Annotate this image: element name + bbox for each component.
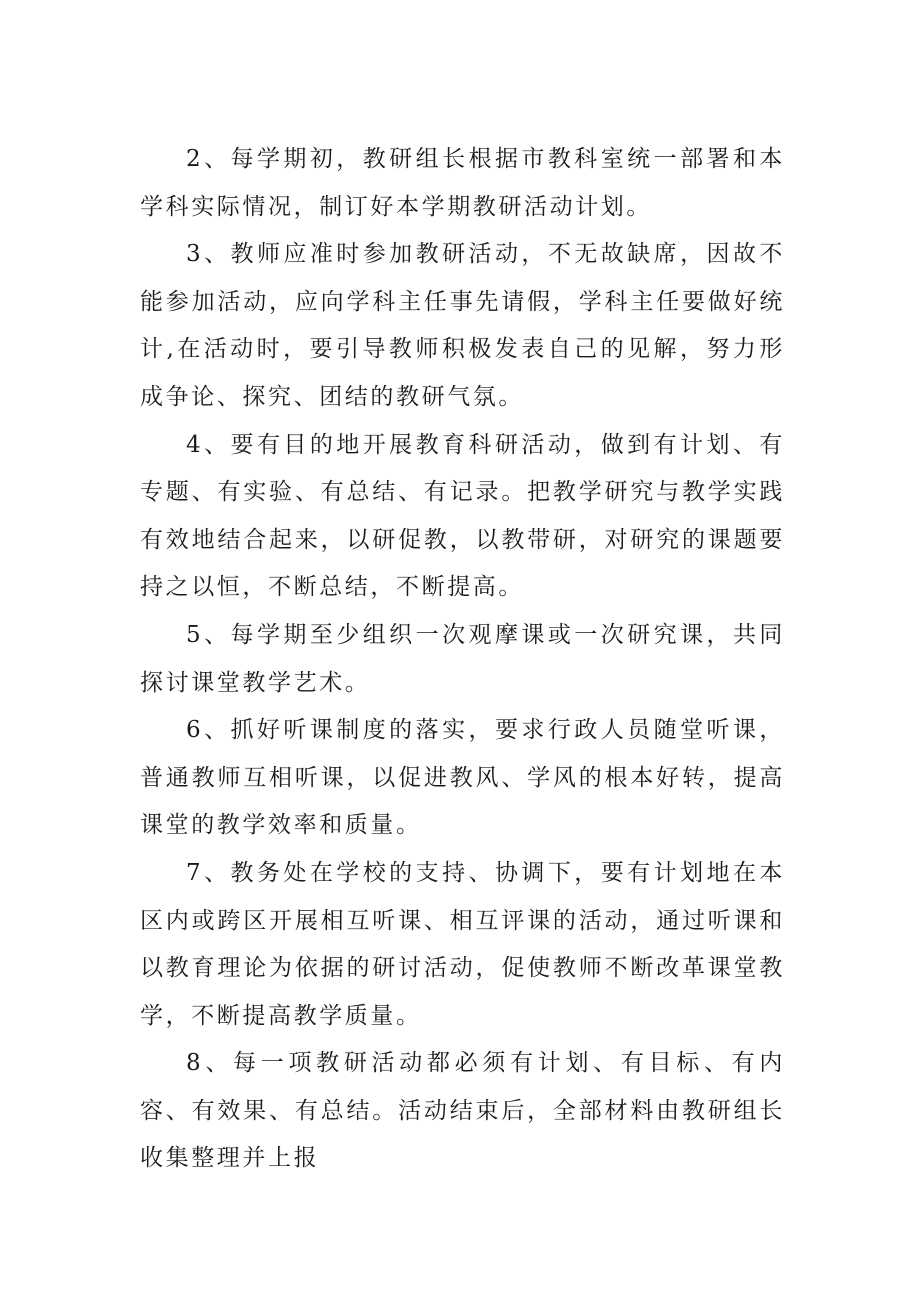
paragraph-item-8: 8、每一项教研活动都必须有计划、有目标、有内容、有效果、有总结。活动结束后，全部材料由教研组长收集整理并上报	[140, 1050, 785, 1172]
paragraph-item-6: 6、抓好听课制度的落实，要求行政人员随堂听课，普通教师互相听课，以促进教风、学风的根本好转，提高课堂的教学效率和质量。	[140, 717, 785, 839]
paragraph-item-3: 3、教师应准时参加教研活动，不无故缺席，因故不能参加活动，应向学科主任事先请假，学科主任要做好统计,在活动时，要引导教师积极发表自己的见解，努力形成争论、探究、团结的教研气氛。	[140, 241, 785, 410]
paragraph-item-4: 4、要有目的地开展教育科研活动，做到有计划、有专题、有实验、有总结、有记录。把教学研究与教学实践有效地结合起来，以研促教，以教带研，对研究的课题要持之以恒，不断总结，不断提高。	[140, 431, 785, 601]
document-body	[140, 136, 785, 1183]
paragraph-item-5: 5、每学期至少组织一次观摩课或一次研究课，共同探讨课堂教学艺术。	[140, 621, 785, 696]
paragraph-item-7: 7、教务处在学校的支持、协调下，要有计划地在本区内或跨区开展相互听课、相互评课的活动，通过听课和以教育理论为依据的研讨活动，促使教师不断改革课堂教学，不断提高教学质量。	[140, 859, 785, 1029]
paragraph-item-2: 2、每学期初，教研组长根据市教科室统一部署和本学科实际情况，制订好本学期教研活动计划。	[140, 146, 785, 220]
